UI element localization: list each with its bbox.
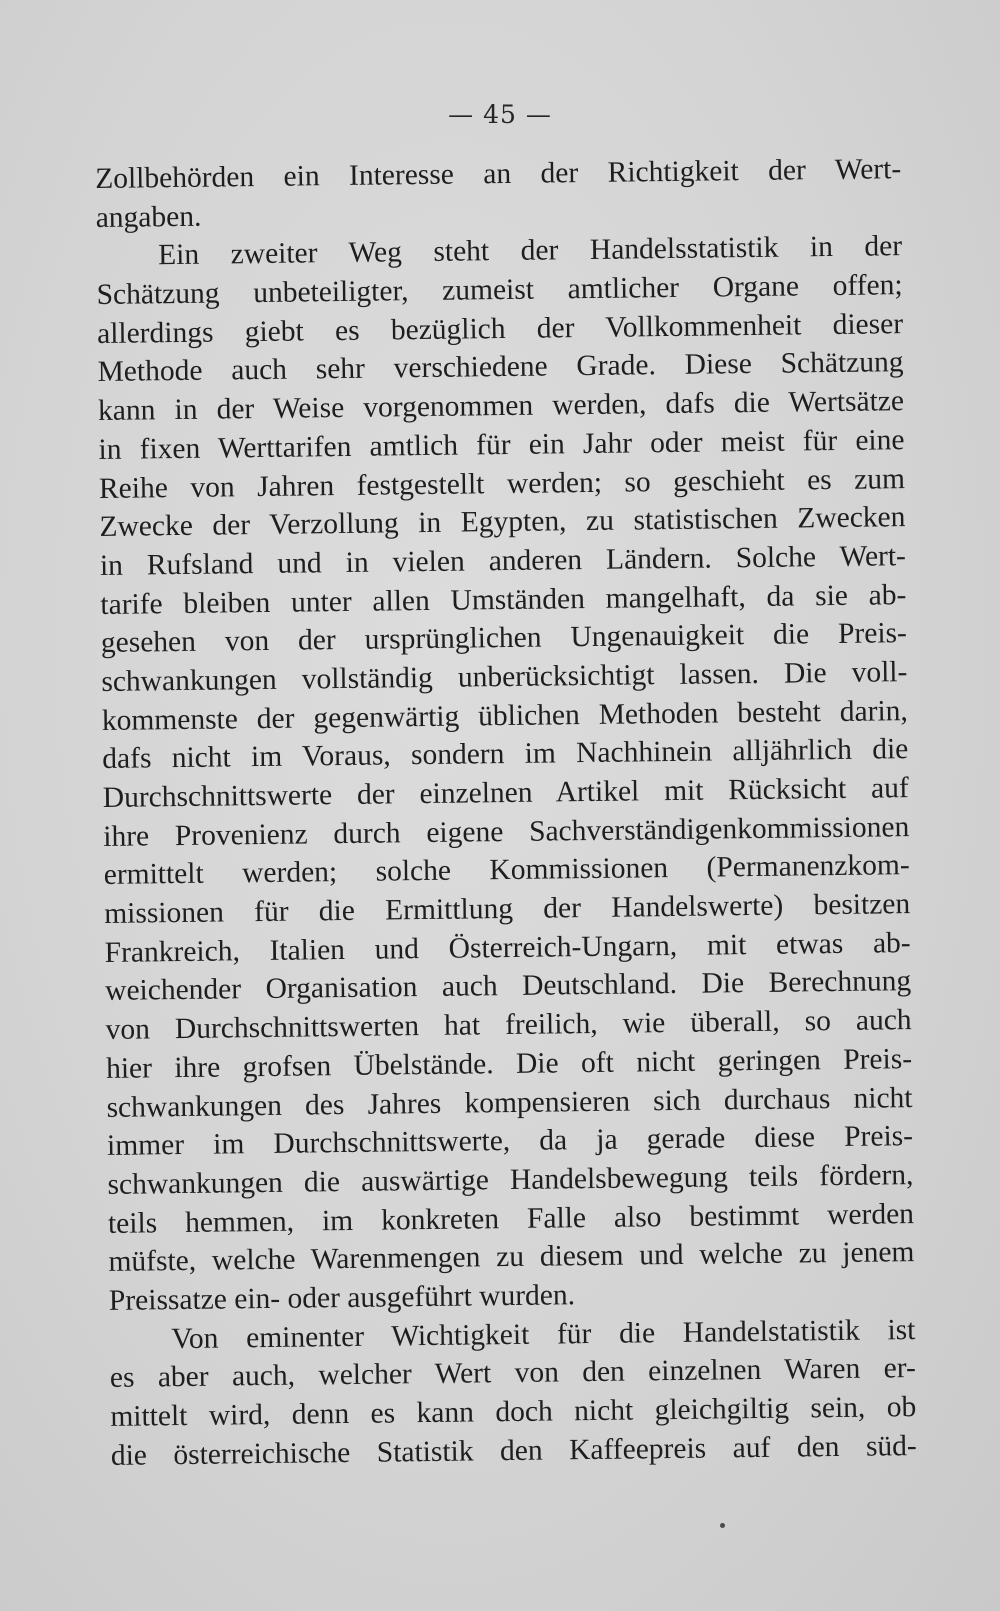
text-line: von Durchschnittswerten hat freilich, wie überall, so auch <box>105 1004 912 1047</box>
text-line: immer im Durchschnittswerte, da ja gerade diese Preis- <box>106 1120 914 1163</box>
text-line: Reihe von Jahren festgestellt werden; so geschieht es zum <box>98 462 906 505</box>
text-line: gesehen von der ursprünglichen Ungenauigkeit die Preis- <box>100 617 908 660</box>
text-line: tarife bleiben unter allen Umständen mangelhaft, da sie ab- <box>100 578 907 621</box>
text-line: hier ihre grofsen Übelstände. Die oft nicht geringen Preis- <box>105 1042 913 1085</box>
text-line: dafs nicht im Voraus, sondern im Nachhinein alljährlich die <box>102 733 909 776</box>
text-line: schwankungen die auswärtige Handelsbewegung teils fördern, <box>107 1158 914 1201</box>
text-line: Von eminenter Wichtigkeit für die Handelstatistik ist <box>171 1313 916 1355</box>
text-line: ermittelt werden; solche Kommissionen (Permanenzkom- <box>103 849 910 892</box>
text-line: allerdings giebt es bezüglich der Vollkommenheit dieser <box>96 307 904 350</box>
text-line: weichender Organisation auch Deutschland. Die Berechnung <box>104 965 912 1008</box>
text-line: kann in der Weise vorgenommen werden, dafs die Wertsätze <box>97 385 905 428</box>
text-line: die österreichische Statistik den Kaffeepreis auf den süd- <box>110 1429 917 1472</box>
text-line: angaben. <box>95 200 202 234</box>
text-line: Frankreich, Italien und Österreich-Ungarn, mit etwas ab- <box>104 926 911 969</box>
text-line: teils hemmen, im konkreten Falle also bestimmt werden <box>107 1197 915 1240</box>
text-line: missionen für die Ermittlung der Handelswerte) besitzen <box>104 888 911 931</box>
text-line: es aber auch, welcher Wert von den einzelnen Waren er- <box>109 1352 917 1395</box>
text-line: schwankungen vollständig unberücksichtigt lassen. Die voll- <box>101 656 908 698</box>
page-number: — 45 — <box>448 100 552 129</box>
text-line: Methode auch sehr verschiedene Grade. Diese Schätzung <box>97 346 904 389</box>
text-line: Zwecke der Verzollung in Egypten, zu statistischen Zwecken <box>99 501 906 544</box>
text-line: Ein zweiter Weg steht der Handelsstatistik in der <box>157 230 903 272</box>
body-text <box>95 150 917 1475</box>
text-line: Zollbehörden ein Interesse an der Richtigkeit der Wert- <box>95 153 902 195</box>
text-line: Schätzung unbeteiligter, zumeist amtlicher Organe offen; <box>96 269 903 312</box>
text-line: ihre Provenienz durch eigene Sachverständigenkommissionen <box>103 810 910 853</box>
text-line: kommenste der gegenwärtig üblichen Methoden besteht darin, <box>101 694 908 737</box>
text-line: in Rufsland und in vielen anderen Ländern. Solche Wert- <box>99 539 907 582</box>
text-line: Durchschnittswerte der einzelnen Artikel mit Rücksicht auf <box>102 772 909 814</box>
ink-speck <box>720 1523 725 1528</box>
text-line: Preissatze ein- oder ausgeführt wurden. <box>108 1279 576 1317</box>
text-line: müfste, welche Warenmengen zu diesem und welche zu jenem <box>108 1236 915 1279</box>
text-line: schwankungen des Jahres kompensieren sich durchaus nicht <box>106 1081 913 1124</box>
text-line: in fixen Werttarifen amtlich für ein Jahr oder meist für eine <box>98 423 905 466</box>
text-line: mittelt wird, denn es kann doch nicht gleichgiltig sein, ob <box>110 1391 917 1433</box>
